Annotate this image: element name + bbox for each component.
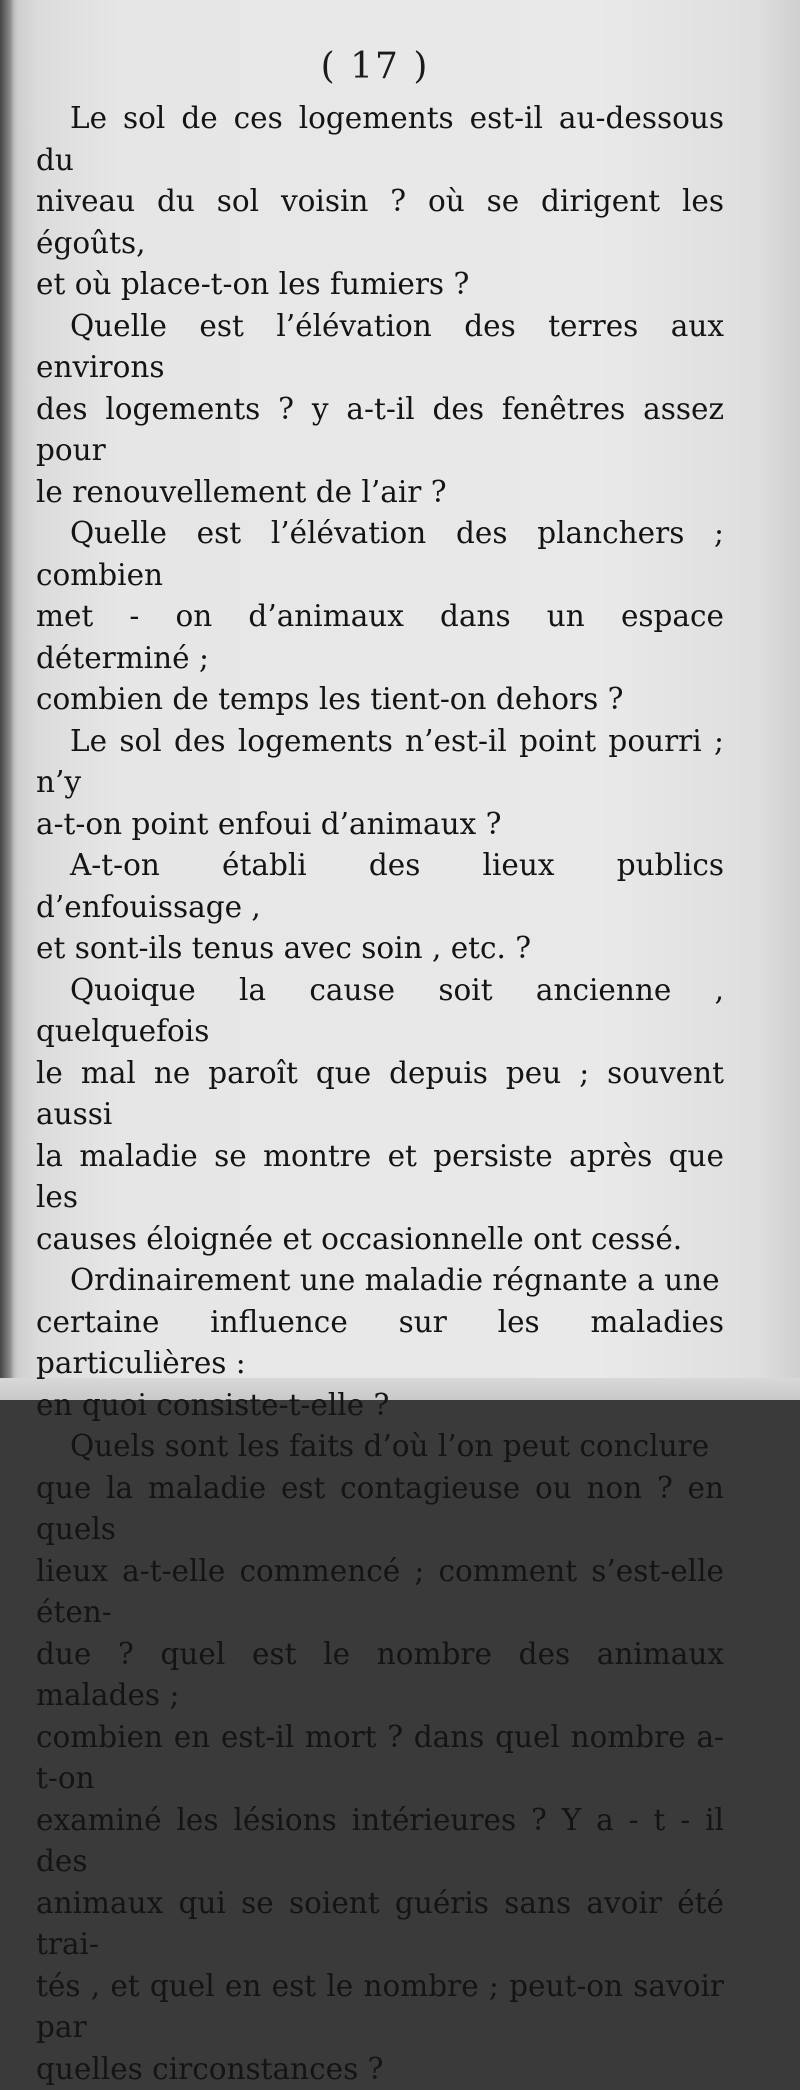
text-line: A-t-on établi des lieux publics d’enfouissage ,: [36, 845, 724, 928]
text-line: causes éloignée et occasionnelle ont cessé.: [36, 1219, 724, 1261]
text-line: que la maladie est contagieuse ou non ? en quels: [36, 1468, 724, 1551]
text-line: Ordinairement une maladie régnante a une: [36, 1260, 724, 1302]
paragraph-1: [36, 98, 724, 306]
paragraph-8: [36, 1426, 724, 2090]
text-line: combien de temps les tient-on dehors ?: [36, 679, 724, 721]
text-line: a-t-on point enfoui d’animaux ?: [36, 804, 724, 846]
text-line: quelles circonstances ?: [36, 2049, 724, 2090]
text-line: le mal ne paroît que depuis peu ; souvent aussi: [36, 1053, 724, 1136]
text-line: tés , et quel en est le nombre ; peut-on savoir par: [36, 1966, 724, 2049]
paragraph-2: [36, 306, 724, 514]
paragraph-4: [36, 721, 724, 846]
paragraph-7: [36, 1260, 724, 1426]
paragraph-5: [36, 845, 724, 970]
text-line: et où place-t-on les fumiers ?: [36, 264, 724, 306]
text-line: animaux qui se soient guéris sans avoir été trai-: [36, 1883, 724, 1966]
text-line: Quels sont les faits d’où l’on peut conclure: [36, 1426, 724, 1468]
text-line: certaine influence sur les maladies particulières :: [36, 1302, 724, 1385]
text-line: niveau du sol voisin ? où se dirigent les égoûts,: [36, 181, 724, 264]
text-line: combien en est-il mort ? dans quel nombre a-t-on: [36, 1717, 724, 1800]
page-gutter-shadow: [0, 0, 14, 1400]
text-line: Le sol des logements n’est-il point pourri ; n’y: [36, 721, 724, 804]
paragraph-3: [36, 513, 724, 721]
text-line: Quelle est l’élévation des terres aux environs: [36, 306, 724, 389]
page-number: ( 17 ): [0, 46, 750, 87]
text-line: lieux a-t-elle commencé ; comment s’est-elle éten-: [36, 1551, 724, 1634]
text-line: examiné les lésions intérieures ? Y a - t - il des: [36, 1800, 724, 1883]
paragraph-6: [36, 970, 724, 1261]
page-body: [36, 98, 724, 2090]
text-line: Quelle est l’élévation des planchers ; combien: [36, 513, 724, 596]
text-line: le renouvellement de l’air ?: [36, 472, 724, 514]
text-line: due ? quel est le nombre des animaux malades ;: [36, 1634, 724, 1717]
text-line: et sont-ils tenus avec soin , etc. ?: [36, 928, 724, 970]
text-line: la maladie se montre et persiste après que les: [36, 1136, 724, 1219]
text-line: met - on d’animaux dans un espace déterminé ;: [36, 596, 724, 679]
text-line: des logements ? y a-t-il des fenêtres assez pour: [36, 389, 724, 472]
text-line: Quoique la cause soit ancienne , quelquefois: [36, 970, 724, 1053]
text-line: Le sol de ces logements est-il au-dessous du: [36, 98, 724, 181]
text-line: en quoi consiste-t-elle ?: [36, 1385, 724, 1427]
